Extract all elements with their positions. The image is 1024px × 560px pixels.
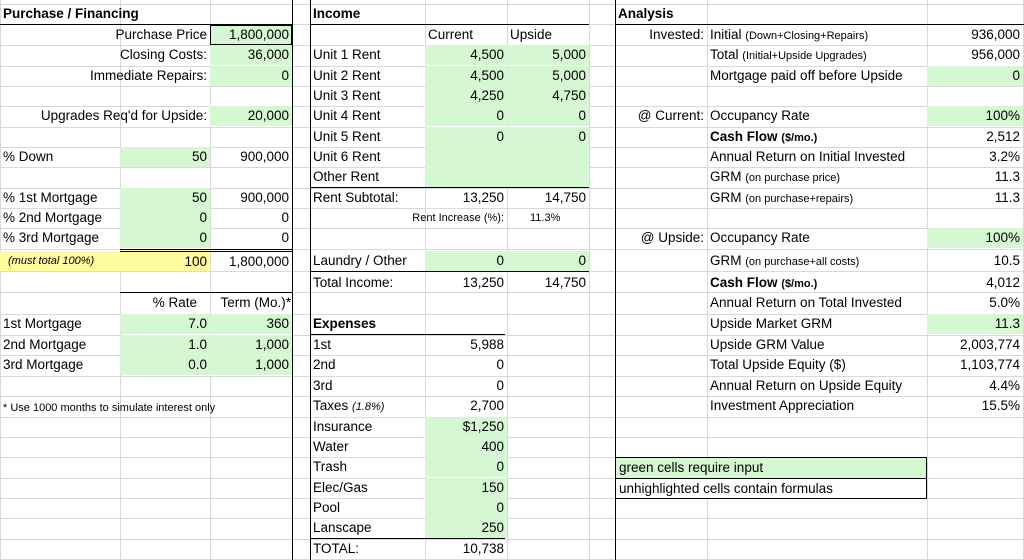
m2-amount: 0 [281,210,289,225]
expense-label [310,457,425,476]
m2-label: % 2nd Mortgage [3,210,103,225]
unit-rent-current-input[interactable] [425,147,507,167]
grm2-label [707,188,927,208]
down-pct-input[interactable]: 50 [120,147,210,167]
expense-label [310,376,425,395]
section-divider [292,0,293,560]
initial-label [707,25,927,45]
expense-value-input[interactable]: $1,250 [425,417,507,437]
expense-label-text: Taxes [313,398,349,413]
expense-value: 2,700 [470,398,504,413]
must-total-note: (must total 100%) [0,251,120,271]
expense-label-text: Water [313,439,349,454]
grm1-label-text: GRM [710,169,742,184]
occupancy-input[interactable]: 100% [927,106,1023,126]
down-amount: 900,000 [240,149,289,164]
total-income-current: 13,250 [462,275,504,290]
m1-label: % 1st Mortgage [3,190,98,205]
grid-row-line [0,437,1024,438]
upside-grm-value-label: Upside GRM Value [710,337,825,352]
cash-flow-label [707,127,927,147]
expense-value: 0 [496,357,504,372]
purchase-header: Purchase / Financing [3,6,139,21]
grid-row-line [0,518,1024,519]
loan-3-rate-input[interactable]: 0.0 [120,355,210,375]
immediate-repairs-label: Immediate Repairs: [89,68,207,83]
rent-increase-value: 11.3% [530,212,561,224]
expense-label-text: Trash [313,459,348,474]
grid-row-line [0,417,1024,418]
total-income-upside: 14,750 [544,275,586,290]
total-label-text: Total [710,47,739,62]
grm1-value: 11.3 [994,169,1020,184]
unit-rent-upside-input[interactable]: 5,000 [507,66,589,86]
upside-grm-value: 10.5 [993,253,1020,268]
appreciation-value: 15.5% [981,398,1020,413]
upside-grm-label [707,251,927,271]
payoff-input[interactable]: 0 [927,66,1023,86]
upside-market-grm-input[interactable]: 11.3 [927,314,1023,334]
expenses-header: Expenses [313,316,377,331]
total-pct: 100 [120,249,210,271]
term-header: Term (Mo.)* [220,295,291,310]
grm2-note: (on purchase+repairs) [745,193,854,205]
upside-grm-label-text: GRM [710,253,742,268]
loan-1-term-input[interactable]: 360 [210,314,292,334]
initial-value: 936,000 [971,27,1020,42]
expense-value-input[interactable]: 0 [425,498,507,518]
m1-pct-input[interactable]: 50 [120,188,210,208]
rate-header: % Rate [152,295,197,310]
unit-rent-label: Unit 6 Rent [313,149,381,164]
at-upside-label: @ Upside: [640,230,704,245]
laundry-current-input[interactable]: 0 [425,251,507,271]
unit-rent-label: Unit 2 Rent [313,68,381,83]
unit-rent-upside-input[interactable] [507,147,589,167]
annual-return-label: Annual Return on Initial Invested [710,149,906,164]
unit-rent-current-input[interactable]: 4,500 [425,45,507,65]
down-label: % Down [3,149,54,164]
expense-label [310,518,425,537]
m3-amount: 0 [281,230,289,245]
upside-equity-return-label: Annual Return on Upside Equity [710,378,903,393]
total-note: (Initial+Upside Upgrades) [742,50,867,62]
cash-flow-note: ($/mo.) [781,132,818,144]
expense-value: 5,988 [470,337,504,352]
expense-label [310,335,425,354]
rent-subtotal-current: 13,250 [462,190,504,205]
grid-row-line [0,539,1024,540]
grm1-note: (on purchase price) [745,172,841,184]
expense-note: (1.8%) [352,401,385,413]
expense-label [310,417,425,436]
unit-rent-label: Unit 5 Rent [313,129,381,144]
rent-subtotal-label: Rent Subtotal: [313,190,399,205]
footnote: * Use 1000 months to simulate interest only [3,402,216,414]
total-income-label: Total Income: [313,275,394,290]
expense-label [310,478,425,497]
income-header: Income [313,6,361,21]
upgrades-label: Upgrades Req'd for Upside: [40,108,207,123]
purchase-price-label: Purchase Price [115,27,207,42]
laundry-label: Laundry / Other [313,253,407,268]
expense-value-input[interactable]: 250 [425,518,507,538]
expense-label-text: 2nd [313,357,336,372]
expense-label-text: Elec/Gas [313,480,368,495]
upside-grm-note: (on purchase+all costs) [745,256,860,268]
upside-equity-value: 1,103,774 [959,357,1020,372]
expense-label-text: Lanscape [313,520,372,535]
unit-rent-label: Other Rent [313,169,380,184]
unit-rent-label: Unit 1 Rent [313,47,381,62]
expense-label-text: Insurance [313,419,373,434]
upgrades-input[interactable]: 20,000 [210,106,292,126]
m2-pct-input[interactable]: 0 [120,208,210,228]
expense-value-input[interactable]: 400 [425,437,507,457]
expense-label [310,355,425,374]
expense-label-text: 1st [313,337,332,352]
current-header: Current [428,27,474,42]
grid-col-line [589,0,590,560]
legend-green: green cells require input [615,457,927,478]
upside-grm-value-amount: 2,003,774 [959,337,1020,352]
expense-label-text: Pool [313,500,341,515]
grm2-label-text: GRM [710,190,742,205]
unit-rent-upside-input[interactable] [507,167,589,187]
rent-increase-label: Rent Increase (%): [412,212,504,224]
payoff-label: Mortgage paid off before Upside [710,68,903,83]
expense-label-text: 3rd [313,378,333,393]
unit-rent-upside-input[interactable]: 5,000 [507,45,589,65]
upside-return-value: 5.0% [989,295,1020,310]
at-current-label: @ Current: [637,108,704,123]
upside-return-label: Annual Return on Total Invested [710,295,902,310]
loan-3-term-input[interactable]: 1,000 [210,355,292,375]
unit-rent-current-input[interactable]: 0 [425,127,507,147]
loan-1-rate-input[interactable]: 7.0 [120,314,210,334]
cash-flow-label-text: Cash Flow [710,129,778,144]
m3-label: % 3rd Mortgage [3,230,100,245]
upside-equity-label: Total Upside Equity ($) [710,357,846,372]
expense-value-input[interactable]: 0 [425,457,507,477]
loan-3-label: 3rd Mortgage [3,357,84,372]
unit-rent-current-input[interactable]: 0 [425,106,507,126]
closing-costs-input[interactable]: 36,000 [210,45,292,65]
unit-rent-upside-input[interactable]: 4,750 [507,86,589,106]
expense-value-input[interactable]: 150 [425,478,507,498]
unit-rent-current-input[interactable]: 4,250 [425,86,507,106]
m1-amount: 900,000 [240,190,289,205]
expenses-total: 10,738 [462,541,504,556]
upside-equity-return-value: 4.4% [989,378,1020,393]
purchase-price-input[interactable]: 1,800,000 [210,25,292,45]
unit-rent-label: Unit 4 Rent [313,108,381,123]
initial-note: (Down+Closing+Repairs) [745,30,869,42]
expense-label [310,437,425,456]
upside-cash-flow-label-text: Cash Flow [710,275,778,290]
loan-2-label: 2nd Mortgage [3,337,87,352]
unit-rent-upside-input[interactable]: 0 [507,127,589,147]
unit-rent-upside-input[interactable]: 0 [507,106,589,126]
upside-cash-flow-label [707,273,927,293]
legend-plain: unhighlighted cells contain formulas [615,478,927,499]
unit-rent-current-input[interactable] [425,167,507,187]
upside-occupancy-label: Occupancy Rate [710,230,810,245]
immediate-repairs-input[interactable]: 0 [210,66,292,86]
initial-label-text: Initial [710,27,742,42]
m3-pct-input[interactable]: 0 [120,228,210,248]
upside-header: Upside [510,27,553,42]
unit-rent-label: Unit 3 Rent [313,88,381,103]
total-rule [310,271,589,272]
upside-cash-flow-note: ($/mo.) [781,278,818,290]
total-invested-label [707,45,927,65]
upside-market-grm-label: Upside Market GRM [710,316,833,331]
laundry-upside-input[interactable]: 0 [507,251,589,271]
grm2-value: 11.3 [994,190,1020,205]
total-amount: 1,800,000 [210,249,292,271]
loan-1-label: 1st Mortgage [3,316,82,331]
total-invested-value: 956,000 [971,47,1020,62]
loan-2-rate-input[interactable]: 1.0 [120,335,210,355]
annual-return-value: 3.2% [989,149,1020,164]
occupancy-label: Occupancy Rate [710,108,810,123]
analysis-header: Analysis [618,6,674,21]
expenses-total-label: TOTAL: [313,541,360,556]
upside-occupancy-input[interactable]: 100% [927,228,1023,248]
expense-value: 0 [496,378,504,393]
rent-subtotal-upside: 14,750 [544,190,586,205]
loan-2-term-input[interactable]: 1,000 [210,335,292,355]
grm1-label [707,167,927,187]
closing-costs-label: Closing Costs: [119,47,207,62]
appreciation-label: Investment Appreciation [710,398,855,413]
unit-rent-current-input[interactable]: 4,500 [425,66,507,86]
expense-label [310,396,425,416]
invested-label: Invested: [649,27,704,42]
cash-flow-value: 2,512 [986,129,1020,144]
upside-cash-flow-value: 4,012 [986,275,1020,290]
expense-label [310,498,425,517]
